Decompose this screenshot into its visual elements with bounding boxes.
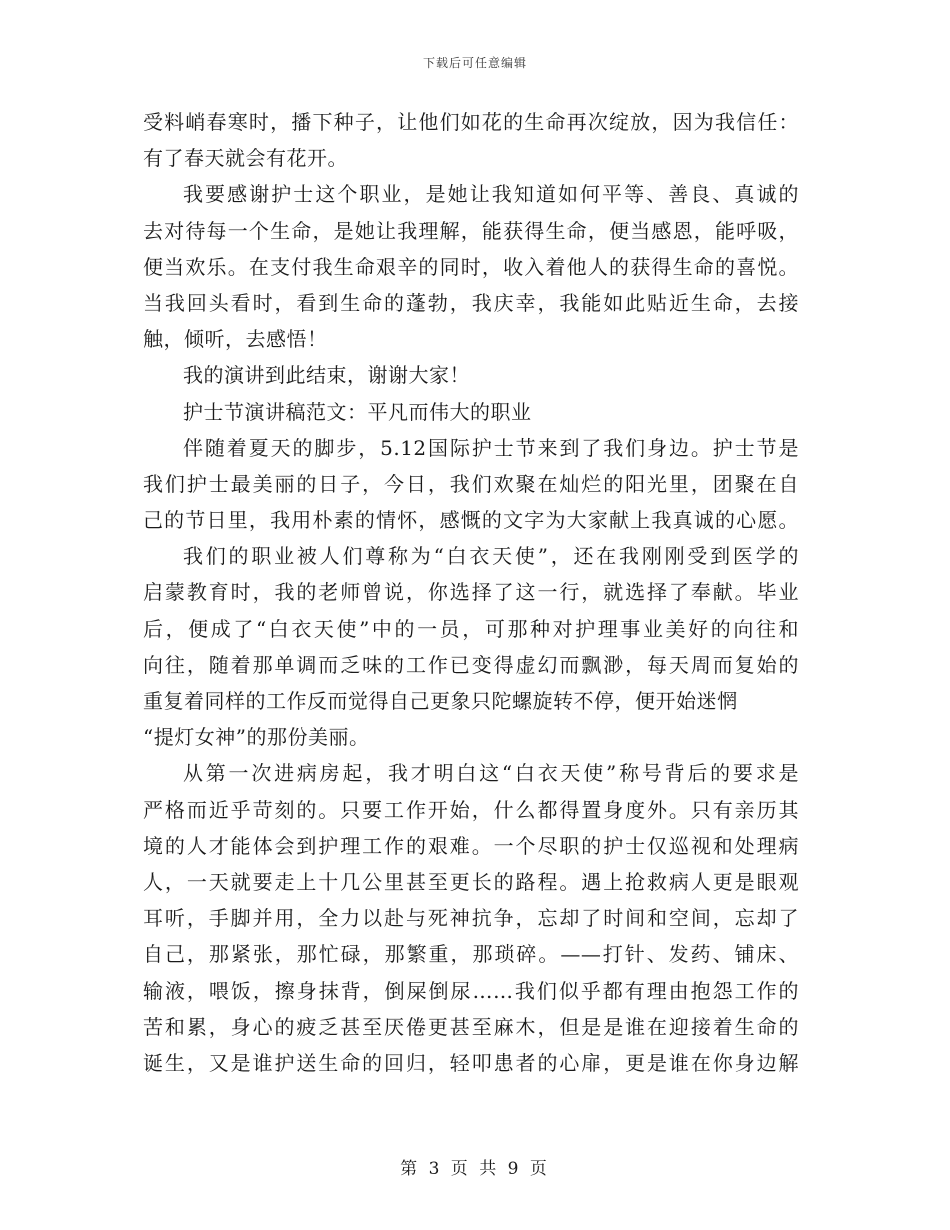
text-line: 苦和累，身心的疲乏甚至厌倦更甚至麻木，但是是谁在迎接着生命的 [143,1014,799,1039]
text-line: 受料峭春寒时，播下种子，让他们如花的生命再次绽放，因为我信任： [143,110,799,134]
text-line: 便当欢乐。在支付我生命艰辛的同时，收入着他人的获得生命的喜悦。 [143,254,799,279]
text-line: 我们的职业被人们尊称为“白衣天使”，还在我刚刚受到医学的 [183,544,799,569]
text-line: 我们护士最美丽的日子，今日，我们欢聚在灿烂的阳光里，团聚在自 [143,471,799,496]
text-line: 耳听，手脚并用，全力以赴与死神抗争，忘却了时间和空间，忘却了 [143,906,799,931]
text-line: 启蒙教育时，我的老师曾说，你选择了这一行，就选择了奉献。毕业 [143,580,799,605]
text-line: 触，倾听，去感悟！ [143,327,328,352]
text-line: 伴随着夏天的脚步，5.12国际护士节来到了我们身边。护士节是 [183,435,799,460]
text-line: 我要感谢护士这个职业，是她让我知道如何平等、善良、真诚的 [183,182,799,207]
text-line: “提灯女神”的那份美丽。 [143,725,370,750]
text-line: 有了春天就会有花开。 [143,146,348,171]
text-line: 诞生，又是谁护送生命的回归，轻叩患者的心扉，更是谁在你身边解 [143,1050,799,1075]
text-line: 人，一天就要走上十几公里甚至更长的路程。遇上抢救病人更是眼观 [143,869,799,894]
text-line: 向往，随着那单调而乏味的工作已变得虚幻而飘渺，每天周而复始的 [143,652,799,677]
text-line: 我的演讲到此结束，谢谢大家！ [183,363,470,388]
text-line: 从第一次进病房起，我才明白这“白衣天使”称号背后的要求是 [183,761,799,786]
text-line: 后，便成了“白衣天使”中的一员，可那种对护理事业美好的向往和 [143,616,799,641]
text-line: 境的人才能体会到护理工作的艰难。一个尽职的护士仅巡视和处理病 [143,833,799,858]
page-header: 下载后可任意编辑 [422,56,527,70]
text-line: 去对待每一个生命，是她让我理解，能获得生命，便当感恩，能呼吸， [143,218,799,243]
text-line: 严格而近乎苛刻的。只要工作开始，什么都得置身度外。只有亲历其 [143,797,799,822]
text-line: 重复着同样的工作反而觉得自己更象只陀螺旋转不停，便开始迷惘 [143,689,738,713]
document-body [143,104,799,1081]
text-line: 自己，那紧张，那忙碌，那繁重，那琐碎。——打针、发药、铺床、 [143,942,799,967]
page-footer: 第 3 页 共 9 页 [400,1159,550,1179]
text-line: 己的节日里，我用朴素的情怀，感慨的文字为大家献上我真诚的心愿。 [143,508,799,533]
text-line: 当我回头看时，看到生命的蓬勃，我庆幸，我能如此贴近生命，去接 [143,290,799,315]
text-line: 护士节演讲稿范文：平凡而伟大的职业 [183,399,532,424]
text-line: 输液，喂饭，擦身抹背，倒屎倒尿……我们似乎都有理由抱怨工作的 [143,978,799,1003]
